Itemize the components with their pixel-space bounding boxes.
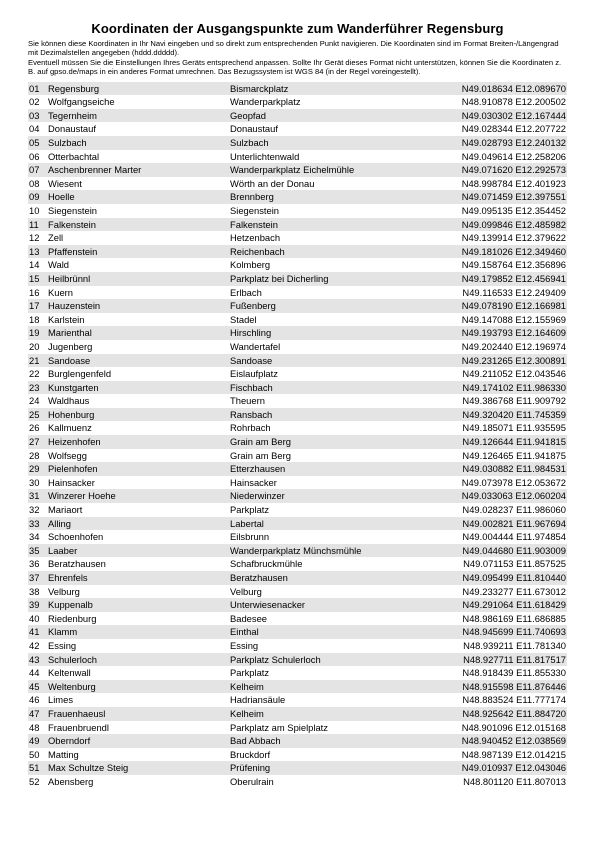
table-row bbox=[28, 394, 567, 408]
start-point: Schafbruckmühle bbox=[230, 557, 430, 571]
row-number: 23 bbox=[28, 381, 48, 395]
coordinates: N49.202440 E12.196974 bbox=[430, 340, 567, 354]
start-point: Kolmberg bbox=[230, 258, 430, 272]
row-number: 47 bbox=[28, 707, 48, 721]
coordinates: N49.071459 E12.397551 bbox=[430, 190, 567, 204]
route-name: Keltenwall bbox=[48, 666, 230, 680]
start-point: Unterwiesenacker bbox=[230, 598, 430, 612]
start-point: Geopfad bbox=[230, 109, 430, 123]
table-row bbox=[28, 612, 567, 626]
coordinates: N49.030302 E12.167444 bbox=[430, 109, 567, 123]
row-number: 33 bbox=[28, 517, 48, 531]
table-row bbox=[28, 680, 567, 694]
start-point: Wanderparkplatz Münchsmühle bbox=[230, 544, 430, 558]
row-number: 02 bbox=[28, 95, 48, 109]
table-row bbox=[28, 408, 567, 422]
table-row bbox=[28, 313, 567, 327]
table-row bbox=[28, 449, 567, 463]
coordinates: N48.883524 E11.777174 bbox=[430, 693, 567, 707]
document-page bbox=[28, 20, 567, 789]
route-name: Max Schultze Steig bbox=[48, 761, 230, 775]
table-row bbox=[28, 190, 567, 204]
row-number: 37 bbox=[28, 571, 48, 585]
table-row bbox=[28, 489, 567, 503]
start-point: Siegenstein bbox=[230, 204, 430, 218]
start-point: Sulzbach bbox=[230, 136, 430, 150]
row-number: 18 bbox=[28, 313, 48, 327]
row-number: 08 bbox=[28, 177, 48, 191]
coordinates: N49.116533 E12.249409 bbox=[430, 286, 567, 300]
start-point: Wörth an der Donau bbox=[230, 177, 430, 191]
coordinates: N49.095135 E12.354452 bbox=[430, 204, 567, 218]
start-point: Prüfening bbox=[230, 761, 430, 775]
start-point: Stadel bbox=[230, 313, 430, 327]
coordinates: N49.181026 E12.349460 bbox=[430, 245, 567, 259]
route-name: Hoelle bbox=[48, 190, 230, 204]
row-number: 42 bbox=[28, 639, 48, 653]
coordinates: N48.918439 E11.855330 bbox=[430, 666, 567, 680]
table-row bbox=[28, 462, 567, 476]
start-point: Beratzhausen bbox=[230, 571, 430, 585]
coordinates: N49.158764 E12.356896 bbox=[430, 258, 567, 272]
table-row bbox=[28, 517, 567, 531]
route-name: Heizenhofen bbox=[48, 435, 230, 449]
coordinates: N49.010937 E12.043046 bbox=[430, 761, 567, 775]
coordinates: N49.386768 E11.909792 bbox=[430, 394, 567, 408]
row-number: 20 bbox=[28, 340, 48, 354]
row-number: 07 bbox=[28, 163, 48, 177]
coordinates: N48.901096 E12.015168 bbox=[430, 721, 567, 735]
coordinates: N49.018634 E12.089670 bbox=[430, 82, 567, 96]
route-name: Kallmuenz bbox=[48, 421, 230, 435]
start-point: Eislaufplatz bbox=[230, 367, 430, 381]
start-point: Parkplatz bbox=[230, 503, 430, 517]
start-point: Wandertafel bbox=[230, 340, 430, 354]
table-row bbox=[28, 476, 567, 490]
table-row bbox=[28, 775, 567, 789]
start-point: Fischbach bbox=[230, 381, 430, 395]
row-number: 49 bbox=[28, 734, 48, 748]
row-number: 14 bbox=[28, 258, 48, 272]
coordinates: N49.126465 E11.941875 bbox=[430, 449, 567, 463]
route-name: Kuern bbox=[48, 286, 230, 300]
route-name: Siegenstein bbox=[48, 204, 230, 218]
route-name: Oberndorf bbox=[48, 734, 230, 748]
row-number: 24 bbox=[28, 394, 48, 408]
start-point: Velburg bbox=[230, 585, 430, 599]
coordinates: N48.940452 E12.038569 bbox=[430, 734, 567, 748]
table-row bbox=[28, 177, 567, 191]
start-point: Wanderparkplatz Eichelmühle bbox=[230, 163, 430, 177]
row-number: 29 bbox=[28, 462, 48, 476]
route-name: Waldhaus bbox=[48, 394, 230, 408]
table-row bbox=[28, 272, 567, 286]
start-point: Reichenbach bbox=[230, 245, 430, 259]
start-point: Bad Abbach bbox=[230, 734, 430, 748]
route-name: Donaustauf bbox=[48, 122, 230, 136]
route-name: Burglengenfeld bbox=[48, 367, 230, 381]
table-row bbox=[28, 340, 567, 354]
row-number: 48 bbox=[28, 721, 48, 735]
row-number: 39 bbox=[28, 598, 48, 612]
route-name: Zell bbox=[48, 231, 230, 245]
route-name: Weltenburg bbox=[48, 680, 230, 694]
table-row bbox=[28, 258, 567, 272]
row-number: 27 bbox=[28, 435, 48, 449]
table-row bbox=[28, 286, 567, 300]
route-name: Wolfsegg bbox=[48, 449, 230, 463]
coordinates: N49.002821 E11.967694 bbox=[430, 517, 567, 531]
route-name: Regensburg bbox=[48, 82, 230, 96]
row-number: 09 bbox=[28, 190, 48, 204]
coordinates: N49.126644 E11.941815 bbox=[430, 435, 567, 449]
table-row bbox=[28, 734, 567, 748]
start-point: Hainsacker bbox=[230, 476, 430, 490]
route-name: Sandoase bbox=[48, 354, 230, 368]
start-point: Eilsbrunn bbox=[230, 530, 430, 544]
table-row bbox=[28, 598, 567, 612]
table-row bbox=[28, 693, 567, 707]
coordinates-table-body bbox=[28, 82, 567, 789]
start-point: Fußenberg bbox=[230, 299, 430, 313]
route-name: Wolfgangseiche bbox=[48, 95, 230, 109]
table-row bbox=[28, 231, 567, 245]
route-name: Frauenbruendl bbox=[48, 721, 230, 735]
route-name: Hauzenstein bbox=[48, 299, 230, 313]
row-number: 46 bbox=[28, 693, 48, 707]
route-name: Matting bbox=[48, 748, 230, 762]
route-name: Velburg bbox=[48, 585, 230, 599]
coordinates: N49.193793 E12.164609 bbox=[430, 326, 567, 340]
route-name: Kunstgarten bbox=[48, 381, 230, 395]
row-number: 28 bbox=[28, 449, 48, 463]
coordinates: N49.028793 E12.240132 bbox=[430, 136, 567, 150]
coordinates: N49.033063 E12.060204 bbox=[430, 489, 567, 503]
row-number: 44 bbox=[28, 666, 48, 680]
route-name: Mariaort bbox=[48, 503, 230, 517]
start-point: Donaustauf bbox=[230, 122, 430, 136]
start-point: Etterzhausen bbox=[230, 462, 430, 476]
row-number: 06 bbox=[28, 150, 48, 164]
start-point: Hadriansäule bbox=[230, 693, 430, 707]
table-row bbox=[28, 435, 567, 449]
table-row bbox=[28, 367, 567, 381]
start-point: Sandoase bbox=[230, 354, 430, 368]
table-row bbox=[28, 95, 567, 109]
coordinates: N49.095499 E11.810440 bbox=[430, 571, 567, 585]
start-point: Labertal bbox=[230, 517, 430, 531]
start-point: Hirschling bbox=[230, 326, 430, 340]
table-row bbox=[28, 150, 567, 164]
coordinates: N49.099846 E12.485982 bbox=[430, 218, 567, 232]
start-point: Bismarckplatz bbox=[230, 82, 430, 96]
table-row bbox=[28, 639, 567, 653]
row-number: 11 bbox=[28, 218, 48, 232]
table-row bbox=[28, 122, 567, 136]
start-point: Kelheim bbox=[230, 680, 430, 694]
route-name: Otterbachtal bbox=[48, 150, 230, 164]
start-point: Oberulrain bbox=[230, 775, 430, 789]
coordinates: N49.073978 E12.053672 bbox=[430, 476, 567, 490]
table-row bbox=[28, 503, 567, 517]
route-name: Marienthal bbox=[48, 326, 230, 340]
route-name: Falkenstein bbox=[48, 218, 230, 232]
start-point: Wanderparkplatz bbox=[230, 95, 430, 109]
route-name: Beratzhausen bbox=[48, 557, 230, 571]
row-number: 01 bbox=[28, 82, 48, 96]
coordinates: N48.801120 E11.807013 bbox=[430, 775, 567, 789]
intro-paragraph-1: Sie können diese Koordinaten in Ihr Navi eingeben und so direkt zum entsprechenden Punkt navigieren. Die Koordinaten sind im Format Breiten-/Längengrad mit Dezimalstellen angegeben (hddd.ddddd). bbox=[28, 39, 559, 58]
table-row bbox=[28, 326, 567, 340]
coordinates: N48.927711 E11.817517 bbox=[430, 653, 567, 667]
row-number: 34 bbox=[28, 530, 48, 544]
table-row bbox=[28, 204, 567, 218]
start-point: Parkplatz bei Dicherling bbox=[230, 272, 430, 286]
coordinates: N49.049614 E12.258206 bbox=[430, 150, 567, 164]
start-point: Theuern bbox=[230, 394, 430, 408]
table-row bbox=[28, 245, 567, 259]
coordinates: N49.044680 E11.903009 bbox=[430, 544, 567, 558]
route-name: Sulzbach bbox=[48, 136, 230, 150]
route-name: Pielenhofen bbox=[48, 462, 230, 476]
row-number: 36 bbox=[28, 557, 48, 571]
route-name: Schulerloch bbox=[48, 653, 230, 667]
table-row bbox=[28, 82, 567, 96]
coordinates: N49.233277 E11.673012 bbox=[430, 585, 567, 599]
start-point: Unterlichtenwald bbox=[230, 150, 430, 164]
table-row bbox=[28, 109, 567, 123]
row-number: 43 bbox=[28, 653, 48, 667]
row-number: 30 bbox=[28, 476, 48, 490]
row-number: 45 bbox=[28, 680, 48, 694]
start-point: Bruckdorf bbox=[230, 748, 430, 762]
coordinates: N48.987139 E12.014215 bbox=[430, 748, 567, 762]
route-name: Hainsacker bbox=[48, 476, 230, 490]
coordinates: N49.030882 E11.984531 bbox=[430, 462, 567, 476]
row-number: 15 bbox=[28, 272, 48, 286]
table-row bbox=[28, 354, 567, 368]
start-point: Parkplatz am Spielplatz bbox=[230, 721, 430, 735]
table-row bbox=[28, 721, 567, 735]
start-point: Rohrbach bbox=[230, 421, 430, 435]
route-name: Laaber bbox=[48, 544, 230, 558]
route-name: Wiesent bbox=[48, 177, 230, 191]
coordinates: N49.179852 E12.456941 bbox=[430, 272, 567, 286]
route-name: Klamm bbox=[48, 625, 230, 639]
route-name: Abensberg bbox=[48, 775, 230, 789]
route-name: Schoenhofen bbox=[48, 530, 230, 544]
row-number: 17 bbox=[28, 299, 48, 313]
start-point: Ransbach bbox=[230, 408, 430, 422]
row-number: 22 bbox=[28, 367, 48, 381]
intro-paragraph-2: Eventuell müssen Sie die Einstellungen Ihres Geräts entsprechend anpassen. Sollte Ihr Gerät dieses Format nicht unterstützen, können Sie die Koordinaten z. B. auf gpso.de/maps in ein anderes Format umrechnen. Das Bezugssystem ist WGS 84 (in der Regel voreingestellt). bbox=[28, 57, 562, 77]
row-number: 13 bbox=[28, 245, 48, 259]
row-number: 26 bbox=[28, 421, 48, 435]
coordinates: N49.147088 E12.155969 bbox=[430, 313, 567, 327]
row-number: 32 bbox=[28, 503, 48, 517]
table-row bbox=[28, 557, 567, 571]
coordinates: N49.028237 E11.986060 bbox=[430, 503, 567, 517]
table-row bbox=[28, 625, 567, 639]
coordinates: N49.211052 E12.043546 bbox=[430, 367, 567, 381]
coordinates: N49.291064 E11.618429 bbox=[430, 598, 567, 612]
row-number: 12 bbox=[28, 231, 48, 245]
table-row bbox=[28, 748, 567, 762]
row-number: 04 bbox=[28, 122, 48, 136]
coordinates: N49.185071 E11.935595 bbox=[430, 421, 567, 435]
coordinates: N49.071620 E12.292573 bbox=[430, 163, 567, 177]
start-point: Parkplatz bbox=[230, 666, 430, 680]
start-point: Falkenstein bbox=[230, 218, 430, 232]
start-point: Parkplatz Schulerloch bbox=[230, 653, 430, 667]
coordinates: N49.320420 E11.745359 bbox=[430, 408, 567, 422]
coordinates: N49.139914 E12.379622 bbox=[430, 231, 567, 245]
row-number: 40 bbox=[28, 612, 48, 626]
coordinates: N48.986169 E11.686885 bbox=[430, 612, 567, 626]
row-number: 50 bbox=[28, 748, 48, 762]
route-name: Ehrenfels bbox=[48, 571, 230, 585]
row-number: 31 bbox=[28, 489, 48, 503]
start-point: Hetzenbach bbox=[230, 231, 430, 245]
route-name: Heilbrünnl bbox=[48, 272, 230, 286]
start-point: Grain am Berg bbox=[230, 435, 430, 449]
table-row bbox=[28, 218, 567, 232]
coordinates: N48.939211 E11.781340 bbox=[430, 639, 567, 653]
row-number: 21 bbox=[28, 354, 48, 368]
route-name: Hohenburg bbox=[48, 408, 230, 422]
coordinates: N48.925642 E11.884720 bbox=[430, 707, 567, 721]
table-row bbox=[28, 530, 567, 544]
coordinates: N49.078190 E12.166981 bbox=[430, 299, 567, 313]
table-row bbox=[28, 299, 567, 313]
row-number: 51 bbox=[28, 761, 48, 775]
start-point: Badesee bbox=[230, 612, 430, 626]
start-point: Essing bbox=[230, 639, 430, 653]
coordinates: N48.998784 E12.401923 bbox=[430, 177, 567, 191]
coordinates: N49.028344 E12.207722 bbox=[430, 122, 567, 136]
row-number: 25 bbox=[28, 408, 48, 422]
route-name: Frauenhaeusl bbox=[48, 707, 230, 721]
coordinates: N48.910878 E12.200502 bbox=[430, 95, 567, 109]
coordinates: N48.915598 E11.876446 bbox=[430, 680, 567, 694]
coordinates: N48.945699 E11.740693 bbox=[430, 625, 567, 639]
row-number: 19 bbox=[28, 326, 48, 340]
coordinates: N49.004444 E11.974854 bbox=[430, 530, 567, 544]
table-row bbox=[28, 585, 567, 599]
route-name: Pfaffenstein bbox=[48, 245, 230, 259]
route-name: Alling bbox=[48, 517, 230, 531]
start-point: Kelheim bbox=[230, 707, 430, 721]
table-row bbox=[28, 381, 567, 395]
table-row bbox=[28, 666, 567, 680]
route-name: Karlstein bbox=[48, 313, 230, 327]
row-number: 35 bbox=[28, 544, 48, 558]
start-point: Erlbach bbox=[230, 286, 430, 300]
table-row bbox=[28, 571, 567, 585]
row-number: 03 bbox=[28, 109, 48, 123]
coordinates-table bbox=[28, 82, 567, 789]
row-number: 16 bbox=[28, 286, 48, 300]
coordinates: N49.231265 E12.300891 bbox=[430, 354, 567, 368]
route-name: Jugenberg bbox=[48, 340, 230, 354]
table-row bbox=[28, 421, 567, 435]
route-name: Tegernheim bbox=[48, 109, 230, 123]
start-point: Grain am Berg bbox=[230, 449, 430, 463]
table-row bbox=[28, 707, 567, 721]
route-name: Winzerer Hoehe bbox=[48, 489, 230, 503]
table-row bbox=[28, 544, 567, 558]
table-row bbox=[28, 163, 567, 177]
route-name: Limes bbox=[48, 693, 230, 707]
route-name: Kuppenalb bbox=[48, 598, 230, 612]
table-row bbox=[28, 136, 567, 150]
coordinates: N49.071153 E11.857525 bbox=[430, 557, 567, 571]
page-title: Koordinaten der Ausgangspunkte zum Wanderführer Regensburg bbox=[91, 21, 504, 36]
start-point: Brennberg bbox=[230, 190, 430, 204]
row-number: 05 bbox=[28, 136, 48, 150]
row-number: 52 bbox=[28, 775, 48, 789]
row-number: 41 bbox=[28, 625, 48, 639]
coordinates: N49.174102 E11.986330 bbox=[430, 381, 567, 395]
table-row bbox=[28, 761, 567, 775]
table-row bbox=[28, 653, 567, 667]
route-name: Essing bbox=[48, 639, 230, 653]
route-name: Aschenbrenner Marter bbox=[48, 163, 230, 177]
route-name: Riedenburg bbox=[48, 612, 230, 626]
row-number: 38 bbox=[28, 585, 48, 599]
route-name: Wald bbox=[48, 258, 230, 272]
start-point: Niederwinzer bbox=[230, 489, 430, 503]
start-point: Einthal bbox=[230, 625, 430, 639]
intro-text bbox=[28, 39, 567, 77]
row-number: 10 bbox=[28, 204, 48, 218]
